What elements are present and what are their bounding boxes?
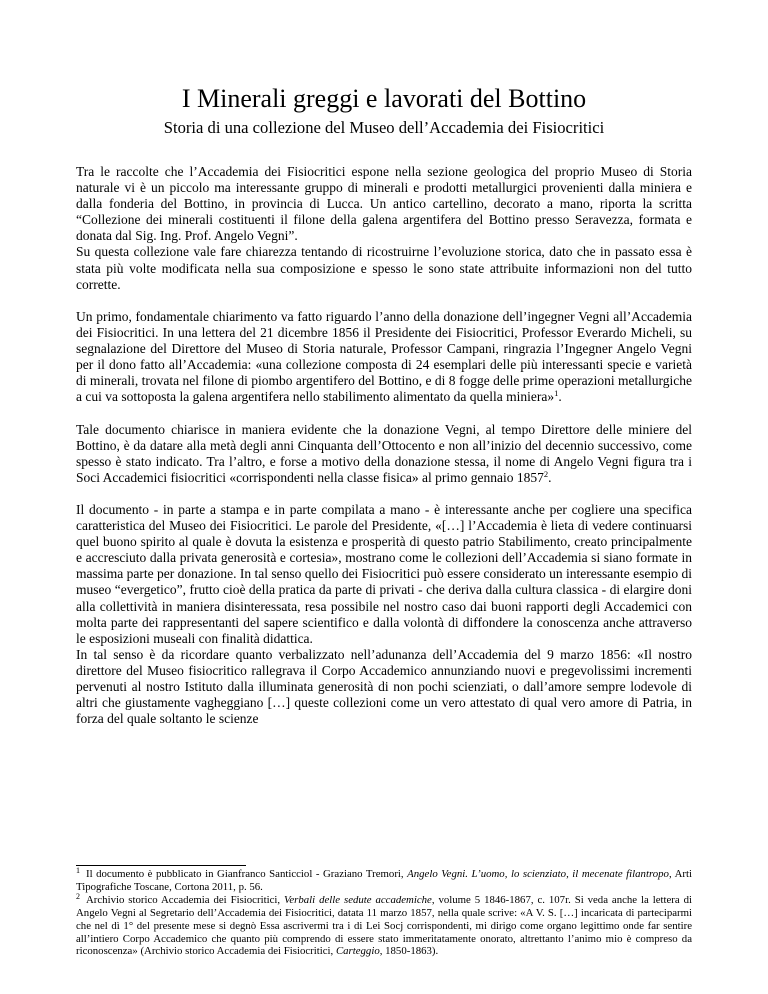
paragraph-4 <box>76 422 692 486</box>
footnote-2-source-title-2: Carteggio <box>335 945 380 958</box>
footnote-1-text-a: Il documento è pubblicato in Gianfranco Santicciol - Graziano Tremori, <box>86 868 408 880</box>
paragraph-4-text: Tale documento chiarisce in maniera evidente che la donazione Vegni, al tempo Direttore delle miniere del Bottino, è da datare alla metà degli anni Cinquanta dell’Ottocento e non all’inizio del decennio successivo, come spesso è stato indicato. Tra l’altro, e forse a motivo della donazione stessa, il nome di Angelo Vegni figura tra i Soci Accademici fisiocritici «corrispondenti nella classe fisica» al primo gennaio 1857 <box>76 421 692 485</box>
footnote-separator <box>76 865 246 866</box>
footnote-ref-1[interactable]: 1 <box>554 388 559 399</box>
footnote-2: $^2$ Archivio storico Accademia dei Fisiocritici, Verbali delle sedute accademiche, volume 5 1846-1867, c. 107r. Si veda anche la lettera di Angelo Vegni al Segretario dell’Accademia dei Fisiocritici, datata 11 marzo 1857, nella quale scrive: «A V. S. […] incaricata di parteciparmi che nel dì 1° del presente mese si degnò Essa ascrivermi tra i di Lei Socj corrispondenti, mi dirigo come organo legittimo onde far sentire all’intiero Corpo Accademico che quanto più comprendo di essere stato immeritatamente onorato, altrettanto l’animo mio è compreso da riconoscenza» (Archivio storico Accademia dei Fisiocritici, Carteggio, 1850-1863). <box>76 891 692 958</box>
paragraph-3-text: Un primo, fondamentale chiarimento va fatto riguardo l’anno della donazione dell’ingegner Vegni all’Accademia dei Fisiocritici. In una lettera del 21 dicembre 1856 il Presidente dei Fisiocritici, Professor Everardo Micheli, su segnalazione del Direttore del Museo di Storia naturale, Professor Campani, ringrazia l’Ingegner Angelo Vegni per il dono fatto all’Accademia: «una collezione composta di 24 esemplari delle più interessanti specie e varietà di minerali, trovata nel filone di piombo argentifero del Bottino, e di 8 fogge delle prime operazioni metallurgiche a cui va sottoposta la galena argentifera nello stabilimento alimentato da quella miniera» <box>76 308 692 405</box>
paragraph-2: Su questa collezione vale fare chiarezza tentando di ricostruirne l’evoluzione storica, dato che in passato essa è stata più volte modificata nella sua composizione e spesso le sono state attribuite informazioni non del tutto corrette. <box>76 244 692 292</box>
paragraph-3 <box>76 309 692 406</box>
body-text <box>76 164 692 727</box>
footnotes <box>76 868 692 958</box>
footnote-2-text-c: , 1850-1863). <box>379 945 439 958</box>
paragraph-5: Il documento - in parte a stampa e in parte compilata a mano - è interessante anche per cogliere una specifica caratteristica del Museo dei Fisiocritici. Le parole del Presidente, «[…] l’Accademia è lieta di vedere continuarsi quel buono spirito al quale è dovuta la esistenza e prosperità di questo patrio Stabilimento, creato principalmente e accresciuto dalla privata generosità e cortesia», mostrano come le collezioni dell’Accademia si siano formate in massima parte per donazione. In tal senso quello dei Fisiocritici può essere considerato un interessante esempio di museo “evergetico”, frutto cioè della pratica da parte di privati - che deriva dalla cultura classica - di elargire doni alla collettività in maniera disinteressata, resa possibile nel nostro caso dai buoni rapporti degli Accademici con molta parte dei rappresentanti del sapere scientifico e dalla volontà di diffondere la conoscenza anche attraverso le esposizioni museali con finalità didattica. <box>76 501 692 646</box>
document-title: I Minerali greggi e lavorati del Bottino <box>181 84 587 113</box>
footnote-2-source-title: Verbali delle sedute accademiche <box>283 893 432 906</box>
footnote-1-book-title: Angelo Vegni. L’uomo, lo scienziato, il mecenate filantropo <box>407 868 669 880</box>
paragraph-3-end: . <box>558 389 562 405</box>
footnote-2-text-a: Archivio storico Accademia dei Fisiocritici, <box>86 893 284 906</box>
document-subtitle: Storia di una collezione del Museo dell’Accademia dei Fisiocritici <box>163 118 605 137</box>
paragraph-1: Tra le raccolte che l’Accademia dei Fisiocritici espone nella sezione geologica del proprio Museo di Storia naturale vi è un piccolo ma interessante gruppo di minerali e prodotti metallurgici provenienti dalla miniera e dalla fonderia del Bottino, in provincia di Lucca. Un antico cartellino, decorato a mano, riporta la scritta “Collezione dei minerali costituenti il filone della galena argentifera del Bottino presso Seravezza, formata e donata dal Sig. Ing. Prof. Angelo Vegni”. <box>76 164 692 244</box>
footnote-1: $^1$ Il documento è pubblicato in Gianfranco Santicciol - Graziano Tremori, Angelo Vegni. L’uomo, lo scienziato, il mecenate filantropo, Arti Tipografiche Toscane, Cortona 2011, p. 56. <box>76 866 692 893</box>
footnote-2-text-b: , volume 5 1846-1867, c. 107r. Si veda anche la lettera di Angelo Vegni al Segretario dell’Accademia dei Fisiocritici, datata 11 marzo 1857, nella quale scrive: «A V. S. […] incaricata di parteciparmi che nel dì 1° del presente mese si degnò Essa ascrivermi tra i di Lei Socj corrispondenti, mi dirigo come organo legittimo onde far sentire all’intiero Corpo Accademico che quanto più comprendo di essere stato immeritatamente onorato, altrettanto l’animo mio è compreso da riconoscenza» (Archivio storico Accademia dei Fisiocritici, <box>76 893 692 958</box>
footnote-1-text-b: , Arti Tipografiche Toscane, Cortona 2011, p. 56. <box>76 868 692 893</box>
footnote-ref-2[interactable]: 2 <box>543 468 549 479</box>
paragraph-4-end: . <box>548 469 552 485</box>
paragraph-6: In tal senso è da ricordare quanto verbalizzato nell’adunanza dell’Accademia del 9 marzo 1856: «Il nostro direttore del Museo fisiocritico rallegrava il Corpo Accademico annunziando nuovi e pregevolissimi incrementi pervenuti al nostro Istituto dalla illuminata generosità di non pochi scienziati, o dall’amore sempre lodevole di altri che giustamente vagheggiano […] queste collezioni come un vero attestato di qual vero amore di Patria, in forza del quale soltanto le scienze <box>76 646 692 727</box>
